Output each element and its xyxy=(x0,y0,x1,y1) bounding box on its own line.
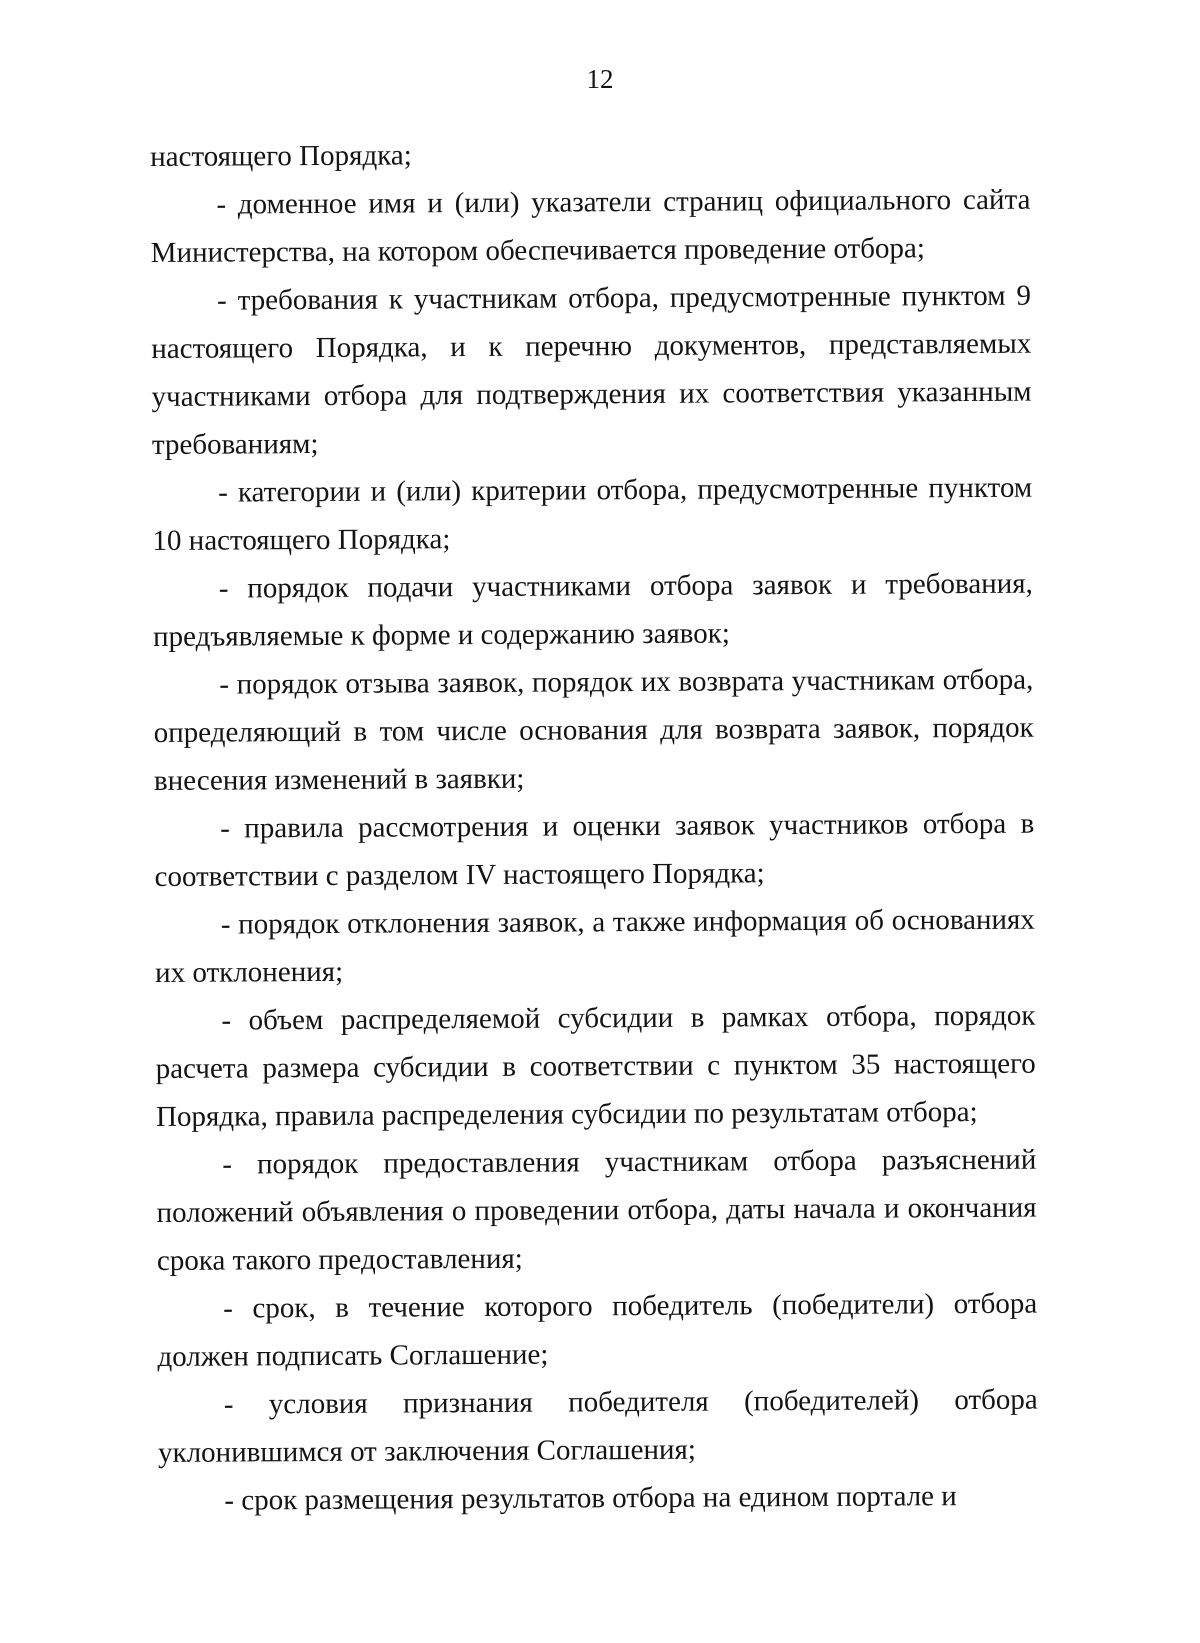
page-number: 12 xyxy=(586,64,614,94)
paragraph-continuation: настоящего Порядка; xyxy=(150,139,412,173)
list-item: - условия признания победителя (победителей) отбора уклонившимся от заключения Соглашения; xyxy=(157,1383,1038,1469)
document-body xyxy=(150,128,1038,1525)
list-item: - объем распределяемой субсидии в рамках отбора, порядок расчета размера субсидии в соответствии с пунктом 35 настоящего Порядка, правила распределения субсидии по результатам отбора; xyxy=(155,999,1036,1133)
list-item: - доменное имя и (или) указатели страниц официального сайта Министерства, на котором обеспечивается проведение отбора; xyxy=(150,183,1031,269)
list-item: - порядок отклонения заявок, а также информация об основаниях их отклонения; xyxy=(155,903,1035,989)
list-item: - правила рассмотрения и оценки заявок участников отбора в соответствии с разделом IV настоящего Порядка; xyxy=(154,807,1035,893)
list-item: - срок, в течение которого победитель (победители) отбора должен подписать Соглашение; xyxy=(157,1287,1038,1373)
list-item: - порядок подачи участниками отбора заявок и требования, предъявляемые к форме и содержанию заявок; xyxy=(152,567,1033,653)
list-item: - требования к участникам отбора, предусмотренные пунктом 9 настоящего Порядка, и к перечню документов, представляемых участниками отбора для подтверждения их соответствия указанным требованиям; xyxy=(151,279,1032,461)
list-item: - порядок отзыва заявок, порядок их возврата участникам отбора, определяющий в том числе основания для возврата заявок, порядок внесения изменений в заявки; xyxy=(153,663,1034,797)
list-item: - категории и (или) критерии отбора, предусмотренные пунктом 10 настоящего Порядка; xyxy=(152,471,1033,557)
list-item-last: - срок размещения результатов отбора на едином портале и xyxy=(224,1480,957,1517)
list-item: - порядок предоставления участникам отбора разъяснений положений объявления о проведении отбора, даты начала и окончания срока такого предоставления; xyxy=(156,1143,1037,1277)
